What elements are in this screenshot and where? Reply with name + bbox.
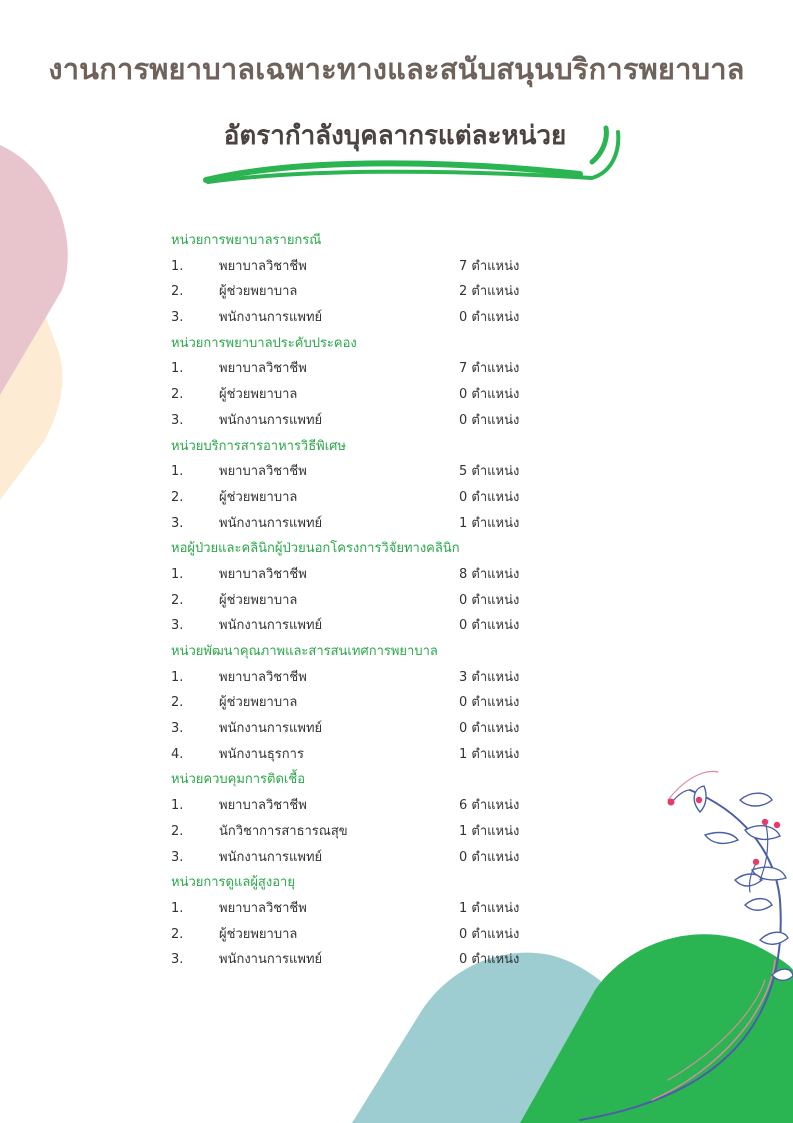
staff-number: 2. (171, 823, 184, 839)
staff-position: พยาบาลวิชาชีพ (219, 361, 307, 377)
unit-title: หน่วยการพยาบาลรายกรณี (171, 233, 322, 248)
staff-number: 2. (171, 387, 184, 403)
staff-number: 2. (171, 284, 184, 300)
staff-count: 0 ตำแหน่ง (459, 952, 520, 968)
staff-row (171, 665, 551, 691)
staff-position: ผู้ช่วยพยาบาล (219, 489, 298, 505)
staff-count: 0 ตำแหน่ง (459, 387, 520, 403)
staff-row (171, 845, 551, 871)
staff-row (171, 305, 551, 331)
staff-number: 3. (171, 618, 184, 634)
staff-count: 1 ตำแหน่ง (459, 823, 520, 839)
staff-row (171, 562, 551, 588)
staff-position: นักวิชาการสาธารณสุข (219, 823, 348, 839)
staff-row (171, 511, 551, 537)
staff-count: 6 ตำแหน่ง (459, 798, 520, 814)
staff-row (171, 382, 551, 408)
staff-position: ผู้ช่วยพยาบาล (219, 387, 298, 403)
staff-count: 0 ตำแหน่ง (459, 721, 520, 737)
staff-count: 7 ตำแหน่ง (459, 361, 520, 377)
staff-number: 3. (171, 515, 184, 531)
staff-count: 8 ตำแหน่ง (459, 566, 520, 582)
staff-number: 1. (171, 798, 184, 814)
staff-count: 7 ตำแหน่ง (459, 258, 520, 274)
staff-position: พยาบาลวิชาชีพ (219, 798, 307, 814)
staff-count: 1 ตำแหน่ง (459, 515, 520, 531)
staff-row (171, 742, 551, 768)
staff-count: 1 ตำแหน่ง (459, 746, 520, 762)
staff-row (171, 716, 551, 742)
unit-title: หน่วยการดูแลผู้สูงอายุ (171, 875, 295, 891)
staff-position: พนักงานการแพทย์ (219, 952, 323, 968)
staff-position: พนักงานธุรการ (219, 746, 304, 762)
staff-row (171, 459, 551, 485)
staff-position: พยาบาลวิชาชีพ (219, 566, 307, 582)
staff-number: 2. (171, 926, 184, 942)
staff-number: 4. (171, 746, 184, 762)
unit-title: หน่วยควบคุมการติดเชื้อ (171, 772, 305, 788)
staff-count: 0 ตำแหน่ง (459, 489, 520, 505)
staff-number: 2. (171, 592, 184, 608)
staff-row (171, 613, 551, 639)
staff-row (171, 254, 551, 280)
staff-row (171, 793, 551, 819)
staff-number: 1. (171, 900, 184, 916)
staff-number: 3. (171, 952, 184, 968)
staff-position: ผู้ช่วยพยาบาล (219, 592, 298, 608)
staff-row (171, 356, 551, 382)
staff-position: พนักงานการแพทย์ (219, 618, 323, 634)
staff-number: 3. (171, 721, 184, 737)
staff-position: พยาบาลวิชาชีพ (219, 258, 307, 274)
unit-title: หอผู้ป่วยและคลินิกผู้ป่วยนอกโครงการวิจัยทางคลินิก (171, 541, 460, 557)
staff-number: 2. (171, 489, 184, 505)
staff-count: 0 ตำแหน่ง (459, 592, 520, 608)
staff-row (171, 819, 551, 845)
staff-count: 5 ตำแหน่ง (459, 464, 520, 480)
staff-position: พนักงานการแพทย์ (219, 849, 323, 865)
staff-position: พนักงานการแพทย์ (219, 412, 323, 428)
staff-count: 0 ตำแหน่ง (459, 310, 520, 326)
staff-number: 3. (171, 849, 184, 865)
staff-number: 1. (171, 464, 184, 480)
staff-position: พนักงานการแพทย์ (219, 721, 323, 737)
staff-row (171, 485, 551, 511)
staff-row (171, 408, 551, 434)
page-subtitle: อัตรากำลังบุคลากรแต่ละหน่วย (223, 121, 567, 151)
staff-position: พยาบาลวิชาชีพ (219, 669, 307, 685)
staff-count: 0 ตำแหน่ง (459, 695, 520, 711)
staff-count: 1 ตำแหน่ง (459, 900, 520, 916)
unit-title: หน่วยพัฒนาคุณภาพและสารสนเทศการพยาบาล (171, 644, 438, 659)
staff-count: 2 ตำแหน่ง (459, 284, 520, 300)
staff-count: 0 ตำแหน่ง (459, 849, 520, 865)
staff-position: พยาบาลวิชาชีพ (219, 464, 307, 480)
staff-number: 1. (171, 258, 184, 274)
staff-number: 2. (171, 695, 184, 711)
staff-position: พนักงานการแพทย์ (219, 310, 323, 326)
staff-position: ผู้ช่วยพยาบาล (219, 695, 298, 711)
staff-number: 1. (171, 566, 184, 582)
staff-number: 1. (171, 669, 184, 685)
staff-row (171, 588, 551, 614)
staff-row (171, 896, 551, 922)
staff-number: 3. (171, 310, 184, 326)
unit-title: หน่วยการพยาบาลประคับประคอง (171, 335, 357, 351)
staff-row (171, 690, 551, 716)
staff-position: ผู้ช่วยพยาบาล (219, 284, 298, 300)
staff-number: 3. (171, 412, 184, 428)
staff-count: 0 ตำแหน่ง (459, 618, 520, 634)
staff-number: 1. (171, 361, 184, 377)
staff-row (171, 279, 551, 305)
staff-position: ผู้ช่วยพยาบาล (219, 926, 298, 942)
staff-row (171, 947, 551, 973)
staff-count: 0 ตำแหน่ง (459, 412, 520, 428)
page-title: งานการพยาบาลเฉพาะทางและสนับสนุนบริการพยาบาล (48, 52, 745, 86)
staff-count: 0 ตำแหน่ง (459, 926, 520, 942)
staff-position: พนักงานการแพทย์ (219, 515, 323, 531)
staff-position: พยาบาลวิชาชีพ (219, 900, 307, 916)
unit-title: หน่วยบริการสารอาหารวิธีพิเศษ (171, 438, 347, 454)
staff-row (171, 922, 551, 948)
units-list (171, 228, 551, 973)
staff-count: 3 ตำแหน่ง (459, 669, 520, 685)
